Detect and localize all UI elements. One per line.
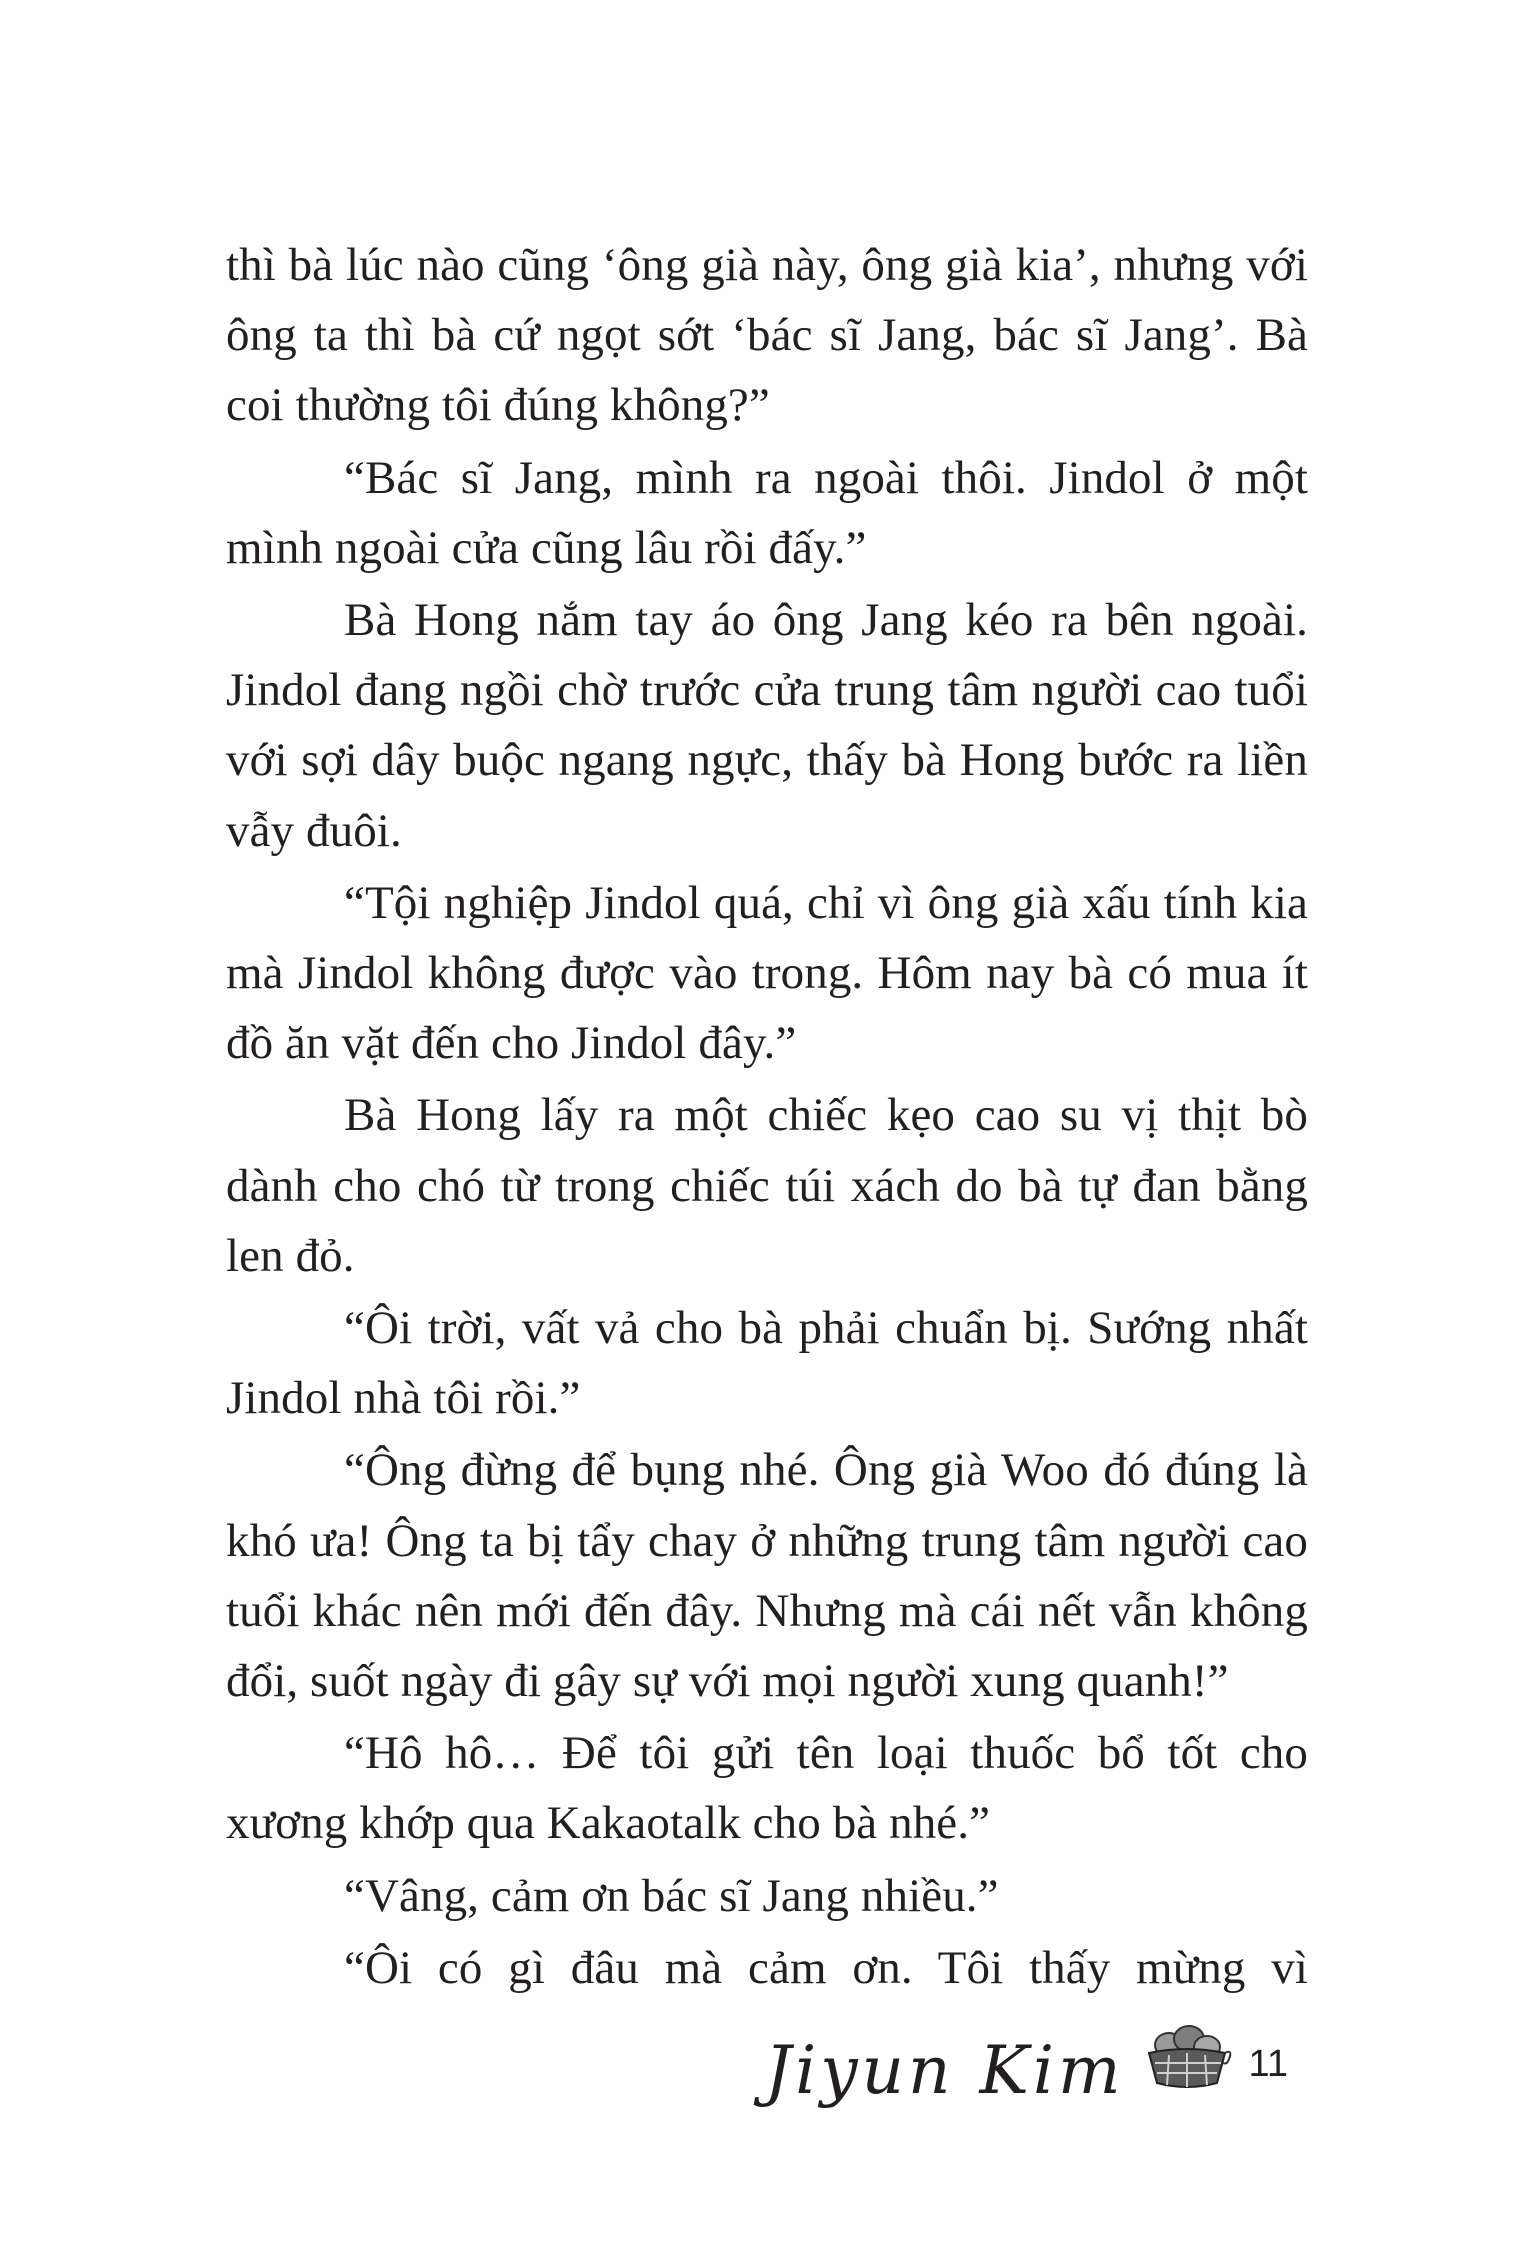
paragraph: Bà Hong lấy ra một chiếc kẹo cao su vị thịt bò dành cho chó từ trong chiếc túi xách do bà tự đan bằng len đỏ.	[226, 1089, 1308, 1282]
paragraph: “Ôi có gì đâu mà cảm ơn. Tôi thấy mừng vì	[344, 1941, 1308, 1994]
paragraph: “Ông đừng để bụng nhé. Ông già Woo đó đúng là khó ưa! Ông ta bị tẩy chay ở những trung tâm người cao tuổi khác nên mới đến đây. Nhưng mà cái nết vẫn không đổi, suốt ngày đi gây sự với mọi người xung quanh!”	[226, 1444, 1308, 1708]
page-number: 11	[1248, 2042, 1288, 2085]
paragraph: thì bà lúc nào cũng ‘ông già này, ông già kia’, nhưng với ông ta thì bà cứ ngọt sớt ‘bác sĩ Jang, bác sĩ Jang’. Bà coi thường tôi đúng không?”	[226, 239, 1308, 432]
basket-icon	[1141, 2019, 1233, 2102]
page-footer	[765, 2000, 1288, 2140]
author-name: Jiyun Kim	[764, 2031, 1125, 2109]
paragraph: “Hô hô… Để tôi gửi tên loại thuốc bổ tốt cho xương khớp qua Kakaotalk cho bà nhé.”	[226, 1727, 1308, 1850]
page-body	[226, 230, 1308, 2005]
paragraph: “Vâng, cảm ơn bác sĩ Jang nhiều.”	[344, 1869, 999, 1922]
paragraph: “Tội nghiệp Jindol quá, chỉ vì ông già xấu tính kia mà Jindol không được vào trong. Hôm nay bà có mua ít đồ ăn vặt đến cho Jindol đây.”	[226, 876, 1308, 1070]
paragraph: “Ôi trời, vất vả cho bà phải chuẩn bị. Sướng nhất Jindol nhà tôi rồi.”	[226, 1302, 1308, 1425]
paragraph: “Bác sĩ Jang, mình ra ngoài thôi. Jindol ở một mình ngoài cửa cũng lâu rồi đấy.”	[226, 451, 1308, 574]
paragraph: Bà Hong nắm tay áo ông Jang kéo ra bên ngoài. Jindol đang ngồi chờ trước cửa trung tâm người cao tuổi với sợi dây buộc ngang ngực, thấy bà Hong bước ra liền vẫy đuôi.	[226, 594, 1308, 857]
